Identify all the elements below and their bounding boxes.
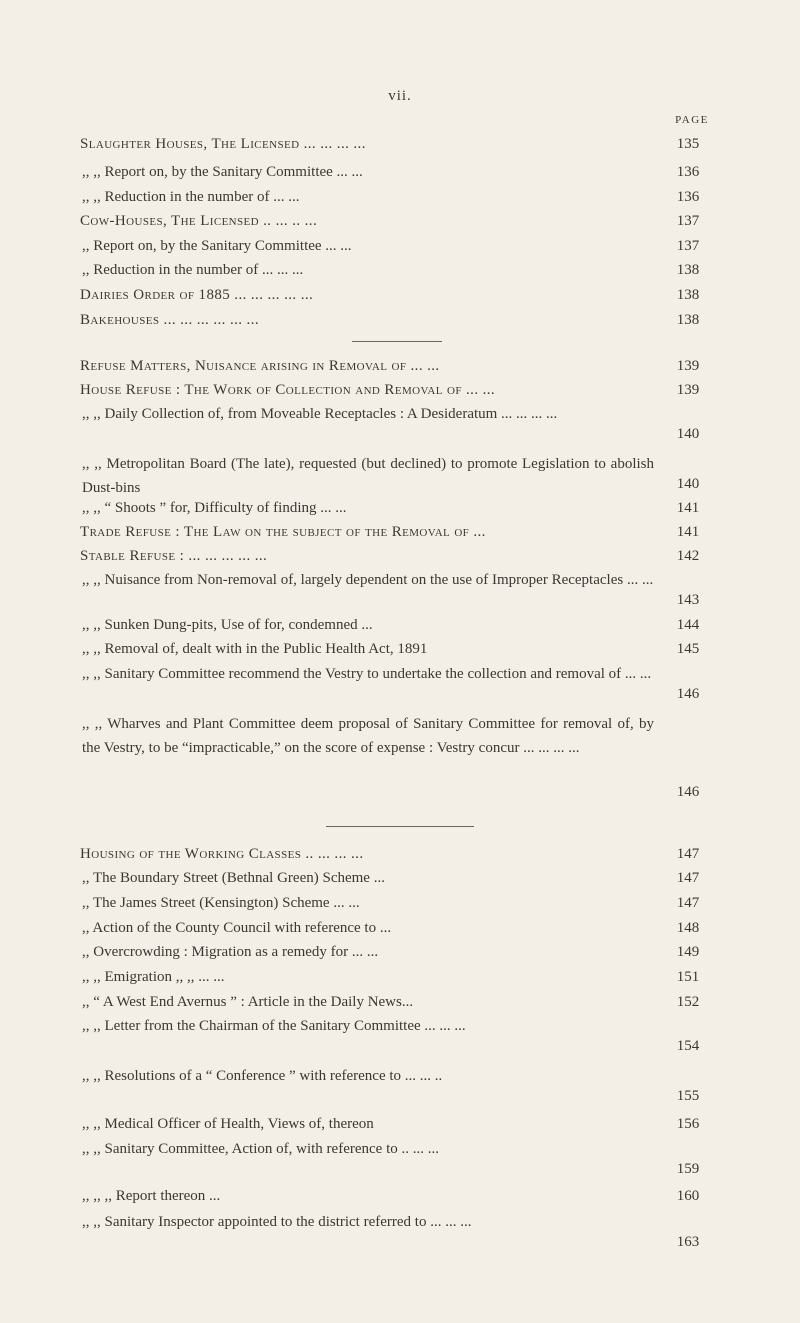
index-page: vii. PAGE Slaughter Houses, The Licensed ... ... ... ... 135 ,, ,, Report on, by the Sanitary Committee ... ... 136 ,, ,, Reduction in the number of ... ... 136 Cow-Houses, The Licensed .. ... .. ... 137 ,, Report on, by the Sanitary Committee ... ... 137 ,, Reduction in the number of ... ... ... 138 Dairies Order of 1885 ... ... ... ... ... 138 Bakehouses ... ... ... ... ... ... 138 Refuse Matters, Nuisance arising in Removal of ... ... 139 House Refuse : The Work of Collection and Removal of ... ... 139 ,, ,, Daily Collection of, from Moveable Receptacles : A Desideratum ... ... ... ... 140 ,, ,, Metropolitan Board (The late), requested (but declined) to promote Legislation to abolish Dust-bins 140 ,, ,, “ Shoots ” for, Difficulty of finding ... ... 141 Trade Refuse : The Law on the subject of the Removal of ... 141 Stable Refuse : ... ... ... ... ... 142 ,, ,, Nuisance from Non-removal of, largely dependent on the use of Improper Receptacles ... ... 143 ,, ,, Sunken Dung-pits, Use of for, condemned ... 144 ,, ,, Removal of, dealt with in the Public Health Act, 1891 145 ,, ,, Sanitary Committee recommend the Vestry to undertake the collection and removal of ... ... 146 ,, ,, Wharves and Plant Committee deem proposal of Sanitary Committee for removal of, by the Vestry, to be “impracticable,” on the score of expense : Vestry concur ... ... ... ... 146 Housing of the Working Classes .. ... ... ... 147 ,, The Boundary Street (Bethnal Green) Scheme ... 147 ,, The James Street (Kensington) Scheme ... ... 147 ,, Action of the County Council with reference to ... 148 ,, Overcrowding : Migration as a remedy for ... ... 149 ,, ,, Emigration ,, ,, ... ... 151 ,, “ A West End Avernus ” : Article in the Daily News... 152 ,, ,, Letter from the Chairman of the Sanitary Committee ... ... ... 154 ,, ,, Resolutions of a “ Conference ” with reference to ... ... .. 155 ,, ,, Medical Officer of Health, Views of, thereon 156 ,, ,, Sanitary Committee, Action of, with reference to .. ... ... 159 ,, ,, ,, Report thereon ... 160 ,, ,, Sanitary Inspector appointed to the district referred to ... ... ... 163 [0, 0, 800, 1323]
page-column-header: PAGE [675, 114, 709, 126]
section-divider [352, 341, 442, 342]
section-divider [326, 826, 474, 827]
page-number: vii. [388, 88, 412, 104]
